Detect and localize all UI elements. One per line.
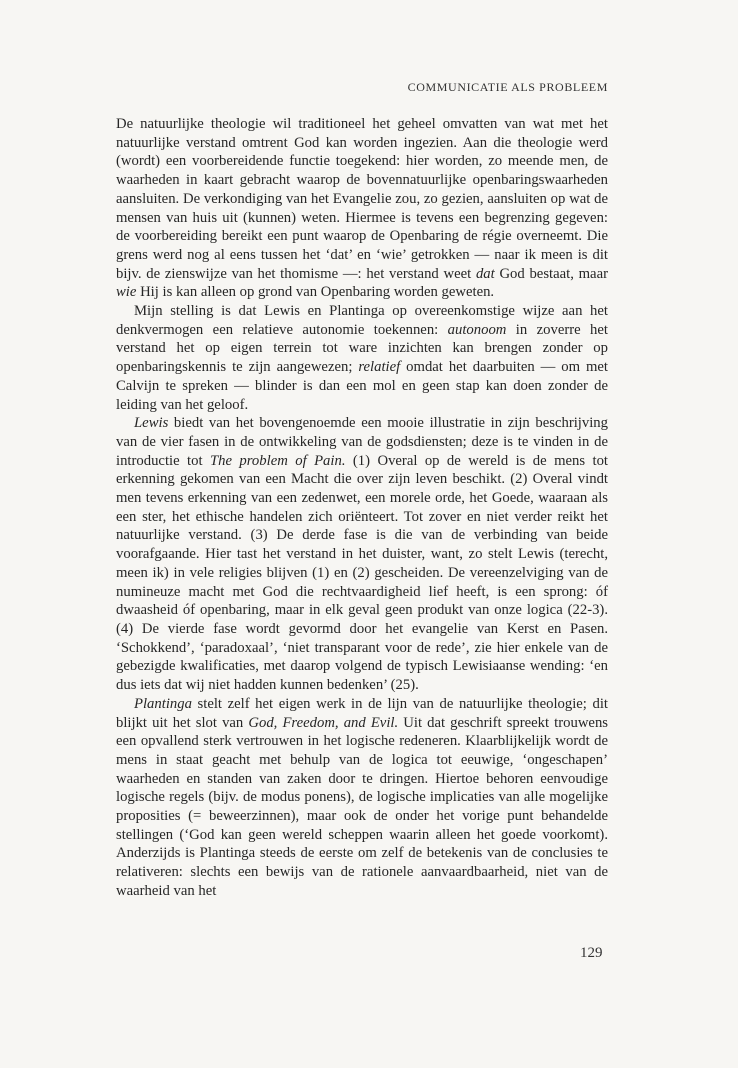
running-header: COMMUNICATIE ALS PROBLEEM — [407, 80, 608, 94]
paragraph-4: Plantinga stelt zelf het eigen werk in de lijn van de natuurlijke theologie; dit blijkt uit het slot van God, Freedom, and Evil. Uit dat geschrift spreekt trouwens een opvallend sterk vertrouwen in het logische redeneren. Klaarblijkelijk wordt de mens in staat geacht met behulp van de logica tot eeuwige, ‘ongeschapen’ waarheden en standen van zaken door te dringen. Hiertoe behoren eenvoudige logische regels (bijv. de modus ponens), de logische implicaties van alle mogelijke proposities (= beweerzinnen), maar ook de onder het vorige punt behandelde stellingen (‘God kan geen wereld scheppen waarin alleen het goede voorkomt). Anderzijds is Plantinga steeds de eerste om zelf de betekenis van de conclusies te relativeren: slechts een bewijs van de rationele aanvaardbaarheid, niet van de waarheid van het — [116, 695, 609, 899]
page-number: 129 — [580, 945, 603, 961]
paragraph-1: De natuurlijke theologie wil traditioneel het geheel omvatten van wat met het natuurlijke verstand omtrent God kan worden ingezien. Aan die theologie werd (wordt) een voorbereidende functie toegekend: hier worden, zo meende men, de waarheden in kaart gebracht waarop de bovennatuurlijke openbaringswaarheden aansluiten. De verkondiging van het Evangelie zou, zo gezien, aansluiten op wat de mensen van huis uit (kunnen) weten. Hiermee is tevens een begrenzing gegeven: de voorbereiding bereikt een punt waarop de Openbaring de régie overneemt. Die grens werd nog al eens tussen het ‘dat’ en ‘wie’ getrokken — naar ik meen is dit bijv. de zienswijze van het thomisme —: het verstand weet dat God bestaat, maar wie Hij is kan alleen op grond van Openbaring worden geweten. — [116, 116, 608, 301]
body-text — [116, 115, 608, 901]
paragraph-2: Mijn stelling is dat Lewis en Plantinga op overeenkomstige wijze aan het denkvermogen een relatieve autonomie toekennen: autonoom in zoverre het verstand het op eigen terrein tot ware inzichten kan brengen zonder op openbaringskennis te zijn aangewezen; relatief omdat het daarbuiten — om met Calvijn te spreken — blinder is dan een mol en geen stap kan doen zonder de leiding van het geloof. — [116, 303, 608, 413]
paragraph-3: Lewis biedt van het bovengenoemde een mooie illustratie in zijn beschrijving van de vier fasen in de ontwikkeling van de godsdiensten; deze is te vinden in de introductie tot The problem of Pain. (1) Overal op de wereld is de mens tot erkenning gekomen van een Macht die over zijn leven beschikt. (2) Overal vindt men tevens erkenning van een zedenwet, een morele orde, het Goede, waaraan als een ster, het ethische handelen zich oriënteert. Tot zover en niet verder reikt het natuurlijke verstand. (3) De derde fase is die van de verbinding van beide voorafgaande. Hier tast het verstand in het duister, want, zo stelt Lewis (terecht, meen ik) in vele religies blijven (1) en (2) gescheiden. De vereenzelviging van de numineuze macht met God die rechtvaardigheid lief heeft, is een sprong: óf dwaasheid óf openbaring, maar in elk geval geen produkt van onze logica (22-3). (4) De vierde fase wordt gevormd door het evangelie van Kerst en Pasen. ‘Schokkend’, ‘paradoxaal’, ‘niet transparant voor de rede’, zie hier enkele van de gebezigde kwalificaties, met daarop volgend de typisch Lewisiaanse wending: ‘en dus iets dat wij niet hadden kunnen bedenken’ (25). — [116, 415, 609, 694]
